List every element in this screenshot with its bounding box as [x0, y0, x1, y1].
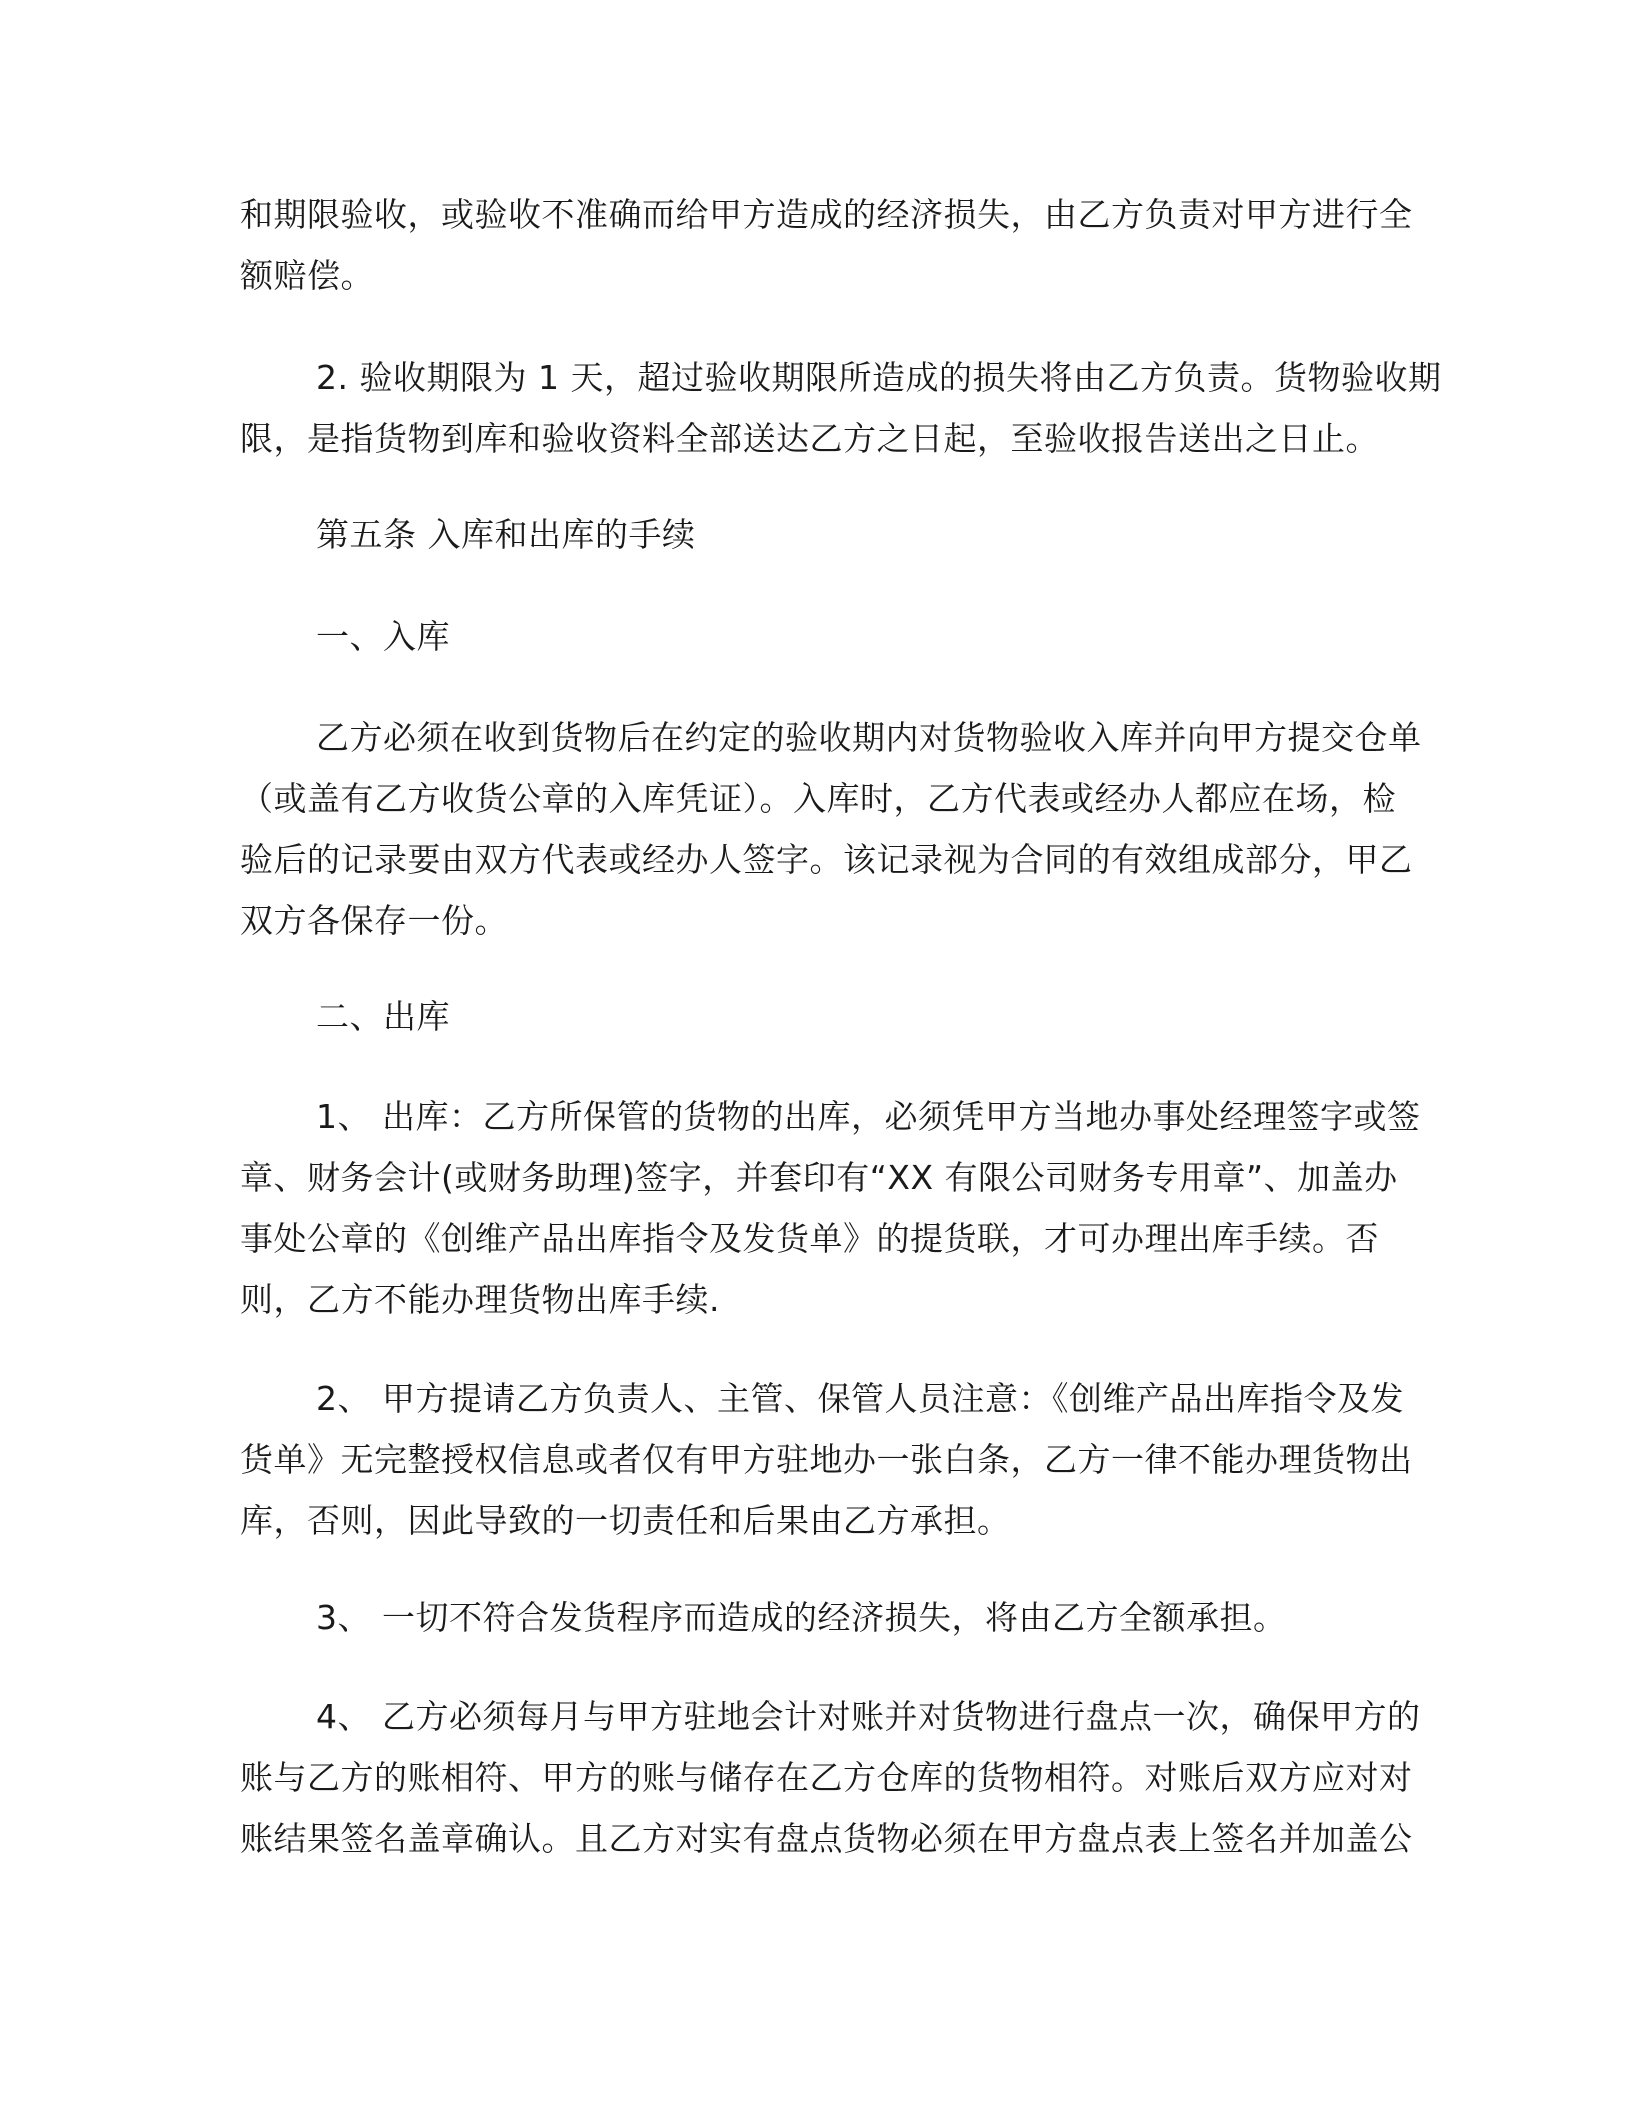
- paragraph-outbound-item-3: [240, 1587, 1390, 1648]
- text-line: 4、 乙方必须每月与甲方驻地会计对账并对货物进行盘点一次，确保甲方的: [316, 1697, 1421, 1736]
- text-line: 3、 一切不符合发货程序而造成的经济损失，将由乙方全额承担。: [316, 1598, 1287, 1637]
- text-line: 额赔偿。: [240, 256, 374, 295]
- text-line: 2. 验收期限为 1 天，超过验收期限所造成的损失将由乙方负责。货物验收期: [316, 358, 1442, 397]
- section-heading-outbound: [240, 986, 1390, 1047]
- text-line: 双方各保存一份。: [240, 901, 508, 940]
- text-line: 库，否则，因此导致的一切责任和后果由乙方承担。: [240, 1501, 1011, 1540]
- paragraph-continuation: [240, 184, 1413, 306]
- heading-text: 第五条 入库和出库的手续: [316, 515, 696, 554]
- paragraph-acceptance-period: [240, 347, 1442, 469]
- text-line: 限，是指货物到库和验收资料全部送达乙方之日起，至验收报告送出之日止。: [240, 419, 1379, 458]
- text-line: （或盖有乙方收货公章的入库凭证）。入库时，乙方代表或经办人都应在场，检: [240, 779, 1396, 818]
- section-heading-inbound: [240, 606, 1390, 667]
- text-line: 2、 甲方提请乙方负责人、主管、保管人员注意：《创维产品出库指令及发: [316, 1379, 1404, 1418]
- text-line: 事处公章的《创维产品出库指令及发货单》的提货联，才可办理出库手续。否: [240, 1219, 1379, 1258]
- text-line: 则，乙方不能办理货物出库手续.: [240, 1280, 720, 1319]
- heading-text: 一、入库: [316, 617, 450, 656]
- paragraph-outbound-item-4: [240, 1686, 1421, 1869]
- text-line: 账结果签名盖章确认。且乙方对实有盘点货物必须在甲方盘点表上签名并加盖公: [240, 1819, 1413, 1858]
- heading-text: 二、出库: [316, 997, 450, 1036]
- article-heading: [240, 504, 1390, 565]
- paragraph-inbound: [240, 707, 1422, 951]
- text-line: 乙方必须在收到货物后在约定的验收期内对货物验收入库并向甲方提交仓单: [316, 718, 1422, 757]
- text-line: 和期限验收，或验收不准确而给甲方造成的经济损失，由乙方负责对甲方进行全: [240, 195, 1413, 234]
- paragraph-outbound-item-2: [240, 1368, 1413, 1551]
- text-line: 1、 出库：乙方所保管的货物的出库，必须凭甲方当地办事处经理签字或签: [316, 1097, 1421, 1136]
- paragraph-outbound-item-1: [240, 1086, 1421, 1330]
- text-line: 章、财务会计(或财务助理)签字，并套印有“XX 有限公司财务专用章”、加盖办: [240, 1158, 1398, 1197]
- text-line: 验后的记录要由双方代表或经办人签字。该记录视为合同的有效组成部分，甲乙: [240, 840, 1413, 879]
- text-line: 账与乙方的账相符、甲方的账与储存在乙方仓库的货物相符。对账后双方应对对: [240, 1758, 1413, 1797]
- text-line: 货单》无完整授权信息或者仅有甲方驻地办一张白条，乙方一律不能办理货物出: [240, 1440, 1413, 1479]
